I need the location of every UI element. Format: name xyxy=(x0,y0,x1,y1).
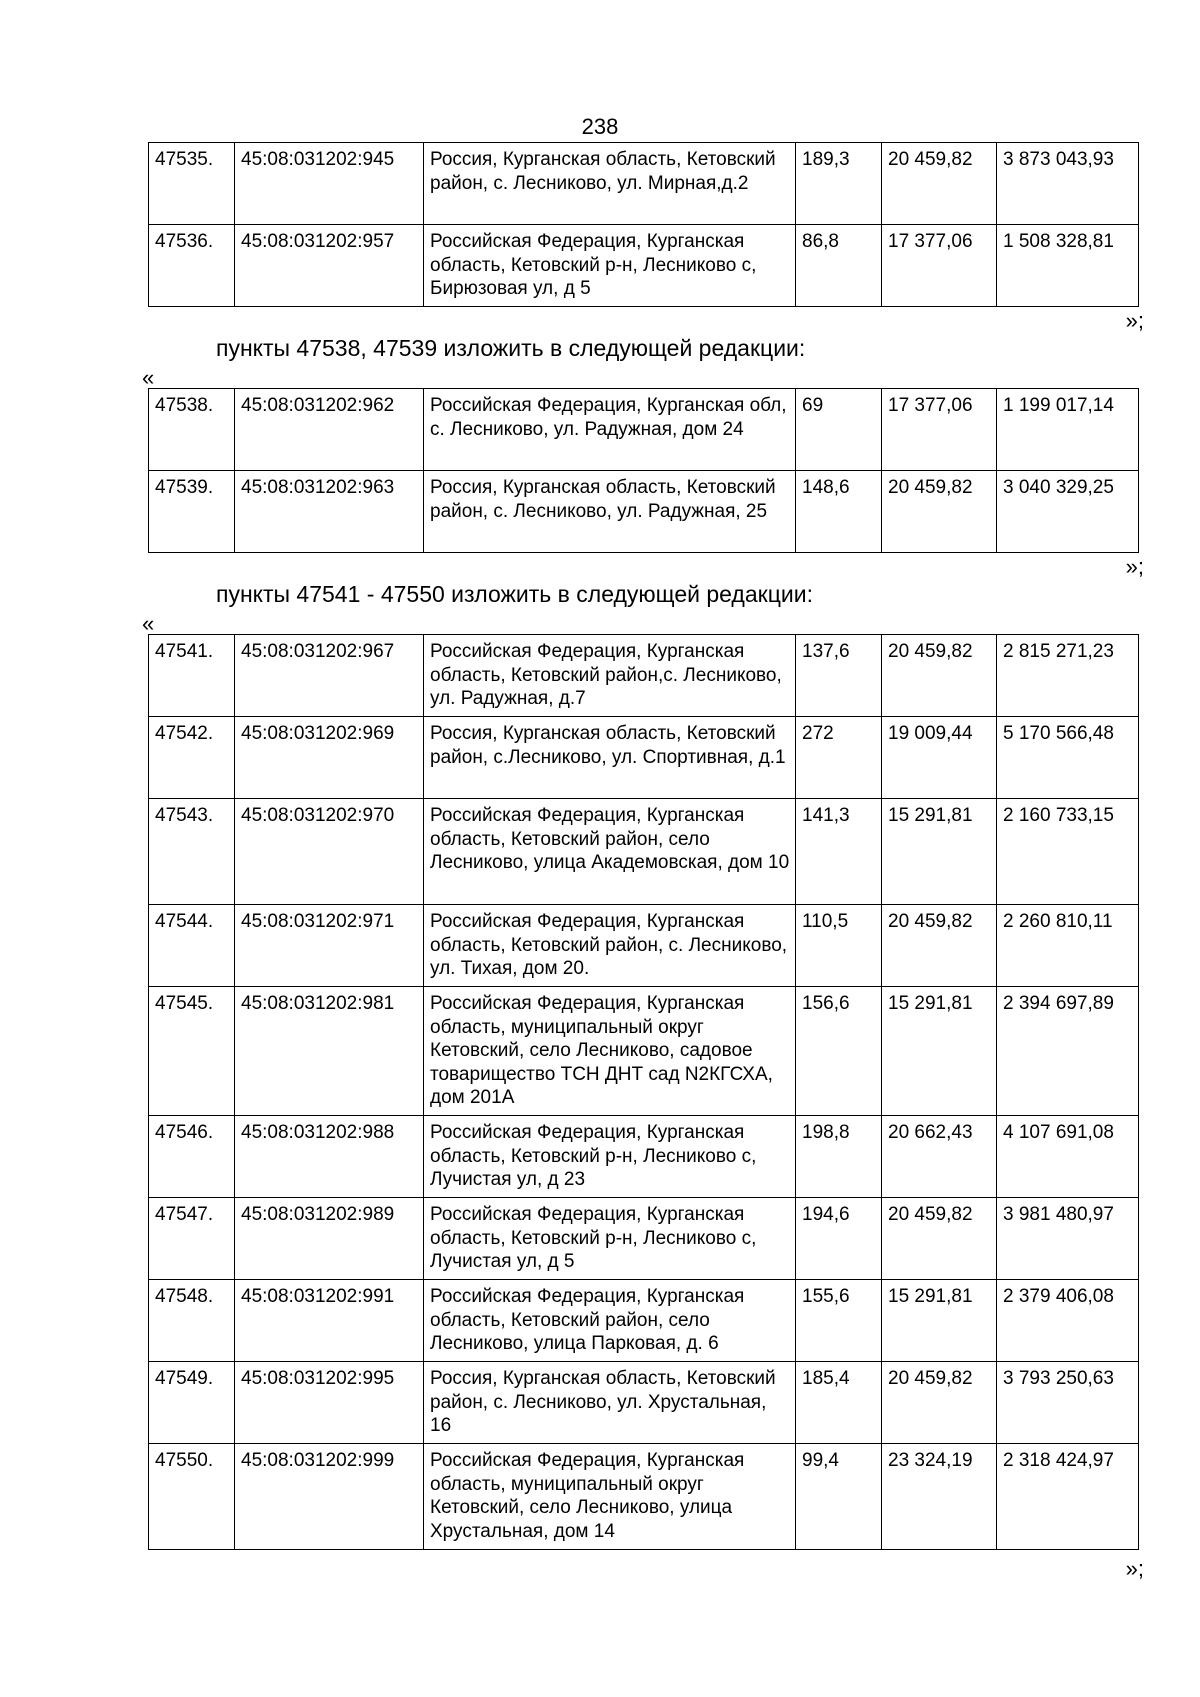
cadastral-number-cell: 45:08:031202:962 xyxy=(235,389,424,471)
item-number-cell: 47535. xyxy=(149,143,235,225)
opening-quote-1: « xyxy=(142,365,155,390)
amendment-instruction-1: пункты 47538, 47539 изложить в следующей редакции: xyxy=(216,335,806,361)
area-cell: 156,6 xyxy=(796,987,882,1116)
table-row xyxy=(149,471,1139,553)
area-cell: 189,3 xyxy=(796,143,882,225)
unit-value-cell: 17 377,06 xyxy=(882,225,997,307)
opening-quote-2: « xyxy=(142,611,155,636)
cadastral-value-cell: 2 318 424,97 xyxy=(997,1444,1139,1550)
cadastral-value-cell: 3 873 043,93 xyxy=(997,143,1139,225)
table-row xyxy=(149,1198,1139,1280)
table-row xyxy=(149,987,1139,1116)
item-number-cell: 47539. xyxy=(149,471,235,553)
item-number-cell: 47541. xyxy=(149,635,235,717)
unit-value-cell: 15 291,81 xyxy=(882,1280,997,1362)
area-cell: 99,4 xyxy=(796,1444,882,1550)
cadastral-value-cell: 1 508 328,81 xyxy=(997,225,1139,307)
table-row xyxy=(149,799,1139,905)
cadastral-value-cell: 2 379 406,08 xyxy=(997,1280,1139,1362)
table-row xyxy=(149,1444,1139,1550)
cadastral-number-cell: 45:08:031202:969 xyxy=(235,717,424,799)
unit-value-cell: 23 324,19 xyxy=(882,1444,997,1550)
unit-value-cell: 20 459,82 xyxy=(882,1198,997,1280)
item-number-cell: 47545. xyxy=(149,987,235,1116)
item-number-cell: 47542. xyxy=(149,717,235,799)
item-number-cell: 47544. xyxy=(149,905,235,987)
address-cell: Российская Федерация, Курганская область, Кетовский р-н, Лесниково с, Лучистая ул, д 5 xyxy=(424,1198,796,1280)
cadastral-value-cell: 2 160 733,15 xyxy=(997,799,1139,905)
address-cell: Российская Федерация, Курганская область, муниципальный округ Кетовский, село Лесниково, садовое товарищество ТСН ДНТ сад N2КГСХА, дом 201А xyxy=(424,987,796,1116)
unit-value-cell: 20 459,82 xyxy=(882,143,997,225)
item-number-cell: 47550. xyxy=(149,1444,235,1550)
registry-table-1 xyxy=(148,142,1139,307)
cadastral-number-cell: 45:08:031202:999 xyxy=(235,1444,424,1550)
closing-quote-2: »; xyxy=(1125,554,1144,579)
cadastral-value-cell: 3 040 329,25 xyxy=(997,471,1139,553)
address-cell: Россия, Курганская область, Кетовский район, с. Лесниково, ул. Хрустальная, 16 xyxy=(424,1362,796,1444)
address-cell: Российская Федерация, Курганская обл, с. Лесниково, ул. Радужная, дом 24 xyxy=(424,389,796,471)
cadastral-value-cell: 5 170 566,48 xyxy=(997,717,1139,799)
cadastral-number-cell: 45:08:031202:991 xyxy=(235,1280,424,1362)
cadastral-number-cell: 45:08:031202:963 xyxy=(235,471,424,553)
cadastral-number-cell: 45:08:031202:945 xyxy=(235,143,424,225)
cadastral-value-cell: 4 107 691,08 xyxy=(997,1116,1139,1198)
address-cell: Россия, Курганская область, Кетовский район, с. Лесниково, ул. Радужная, 25 xyxy=(424,471,796,553)
closing-quote-3: »; xyxy=(1125,1556,1144,1581)
cadastral-value-cell: 2 815 271,23 xyxy=(997,635,1139,717)
unit-value-cell: 15 291,81 xyxy=(882,799,997,905)
address-cell: Российская Федерация, Курганская область, Кетовский район,с. Лесниково, ул. Радужная, д.7 xyxy=(424,635,796,717)
amendment-instruction-2: пункты 47541 - 47550 изложить в следующей редакции: xyxy=(216,581,813,607)
unit-value-cell: 20 662,43 xyxy=(882,1116,997,1198)
table-row xyxy=(149,635,1139,717)
area-cell: 137,6 xyxy=(796,635,882,717)
cadastral-value-cell: 2 260 810,11 xyxy=(997,905,1139,987)
cadastral-number-cell: 45:08:031202:970 xyxy=(235,799,424,905)
cadastral-number-cell: 45:08:031202:989 xyxy=(235,1198,424,1280)
area-cell: 86,8 xyxy=(796,225,882,307)
area-cell: 272 xyxy=(796,717,882,799)
unit-value-cell: 20 459,82 xyxy=(882,635,997,717)
cadastral-value-cell: 1 199 017,14 xyxy=(997,389,1139,471)
cadastral-number-cell: 45:08:031202:995 xyxy=(235,1362,424,1444)
cadastral-number-cell: 45:08:031202:988 xyxy=(235,1116,424,1198)
table-row xyxy=(149,1280,1139,1362)
cadastral-value-cell: 3 981 480,97 xyxy=(997,1198,1139,1280)
item-number-cell: 47536. xyxy=(149,225,235,307)
address-cell: Российская Федерация, Курганская область, муниципальный округ Кетовский, село Лесниково, улица Хрустальная, дом 14 xyxy=(424,1444,796,1550)
table-row xyxy=(149,389,1139,471)
cadastral-value-cell: 3 793 250,63 xyxy=(997,1362,1139,1444)
table-row xyxy=(149,905,1139,987)
registry-table-3 xyxy=(148,634,1139,1550)
area-cell: 110,5 xyxy=(796,905,882,987)
area-cell: 185,4 xyxy=(796,1362,882,1444)
cadastral-number-cell: 45:08:031202:971 xyxy=(235,905,424,987)
address-cell: Россия, Курганская область, Кетовский район, с.Лесниково, ул. Спортивная, д.1 xyxy=(424,717,796,799)
address-cell: Российская Федерация, Курганская область, Кетовский р-н, Лесниково с, Бирюзовая ул, д 5 xyxy=(424,225,796,307)
cadastral-number-cell: 45:08:031202:967 xyxy=(235,635,424,717)
cadastral-value-cell: 2 394 697,89 xyxy=(997,987,1139,1116)
area-cell: 148,6 xyxy=(796,471,882,553)
area-cell: 198,8 xyxy=(796,1116,882,1198)
unit-value-cell: 20 459,82 xyxy=(882,471,997,553)
unit-value-cell: 20 459,82 xyxy=(882,905,997,987)
unit-value-cell: 19 009,44 xyxy=(882,717,997,799)
address-cell: Российская Федерация, Курганская область, Кетовский район, с. Лесниково, ул. Тихая, дом 20. xyxy=(424,905,796,987)
table-row xyxy=(149,225,1139,307)
area-cell: 155,6 xyxy=(796,1280,882,1362)
address-cell: Российская Федерация, Курганская область, Кетовский район, село Лесниково, улица Академовская, дом 10 xyxy=(424,799,796,905)
area-cell: 141,3 xyxy=(796,799,882,905)
item-number-cell: 47543. xyxy=(149,799,235,905)
item-number-cell: 47538. xyxy=(149,389,235,471)
address-cell: Российская Федерация, Курганская область, Кетовский район, село Лесниково, улица Парковая, д. 6 xyxy=(424,1280,796,1362)
table-row xyxy=(149,143,1139,225)
item-number-cell: 47546. xyxy=(149,1116,235,1198)
table-row xyxy=(149,717,1139,799)
unit-value-cell: 17 377,06 xyxy=(882,389,997,471)
page-number: 238 xyxy=(581,114,619,139)
unit-value-cell: 15 291,81 xyxy=(882,987,997,1116)
registry-table-2 xyxy=(148,388,1139,553)
table-row xyxy=(149,1362,1139,1444)
address-cell: Россия, Курганская область, Кетовский район, с. Лесниково, ул. Мирная,д.2 xyxy=(424,143,796,225)
item-number-cell: 47548. xyxy=(149,1280,235,1362)
area-cell: 69 xyxy=(796,389,882,471)
table-row xyxy=(149,1116,1139,1198)
item-number-cell: 47549. xyxy=(149,1362,235,1444)
cadastral-number-cell: 45:08:031202:957 xyxy=(235,225,424,307)
cadastral-number-cell: 45:08:031202:981 xyxy=(235,987,424,1116)
address-cell: Российская Федерация, Курганская область, Кетовский р-н, Лесниково с, Лучистая ул, д 23 xyxy=(424,1116,796,1198)
item-number-cell: 47547. xyxy=(149,1198,235,1280)
area-cell: 194,6 xyxy=(796,1198,882,1280)
closing-quote-1: »; xyxy=(1125,308,1144,333)
unit-value-cell: 20 459,82 xyxy=(882,1362,997,1444)
